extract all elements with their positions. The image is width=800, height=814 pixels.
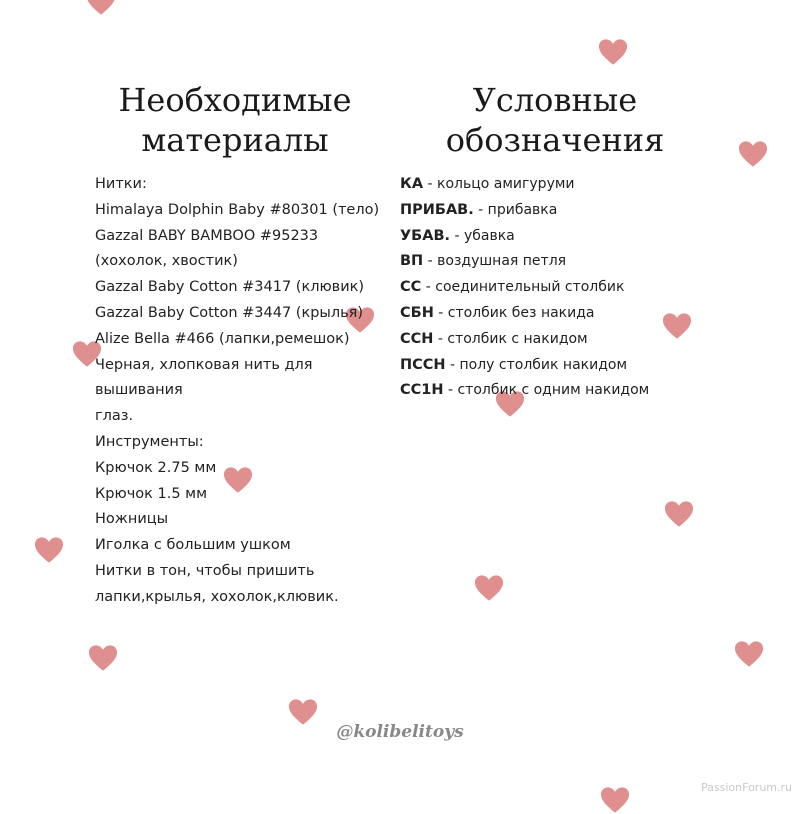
abbreviation-item [400,198,700,224]
heart-icon [664,500,694,528]
heart-icon [34,536,64,564]
legend-heading-line-1: Условные [472,81,638,119]
materials-heading-line-1: Необходимые [118,81,352,119]
abbreviation-item [400,378,700,404]
heart-icon [734,640,764,668]
heart-icon [88,644,118,672]
abbreviation-item [400,275,700,301]
material-line: Нитки: [95,176,147,192]
abbreviation-item [400,327,700,353]
abbreviation-code: СС [400,279,422,296]
abbreviation-meaning: - кольцо амигуруми [423,176,575,192]
watermark: @kolibelitoys [336,722,464,742]
materials-heading [100,80,370,160]
abbreviation-code: УБАВ. [400,227,451,244]
abbreviation-meaning: - соединительный столбик [421,279,625,296]
material-line: Нитки в тон, чтобы пришить [95,562,315,579]
heart-icon [474,574,504,602]
material-line: (хохолок, хвостик) [95,253,238,270]
material-line: глаз. [95,408,134,425]
abbreviation-item [400,224,700,250]
material-line: Gazzal BABY BAMBOO #95233 [95,227,319,244]
heart-icon [738,140,768,168]
material-line: Черная, хлопковая нить для вышивания [95,356,313,399]
abbreviation-code: ПРИБАВ. [400,201,474,218]
abbreviation-meaning: - убавка [450,227,515,244]
legend-heading-line-2: обозначения [445,121,665,159]
material-line: лапки,крылья, хохолок,клювик. [95,588,339,605]
heart-icon [598,38,628,66]
material-line: Крючок 1.5 мм [95,485,208,502]
abbreviation-item [400,301,700,327]
legend-heading [420,80,690,160]
abbreviation-code: СС1Н [400,382,444,399]
abbreviation-meaning: - прибавка [473,201,558,218]
abbreviation-code: ПССН [400,356,446,373]
abbreviation-meaning: - столбик с одним накидом [443,382,650,399]
abbreviation-code: ССН [400,330,434,347]
abbreviation-code: КА [400,176,424,192]
material-line: Gazzal Baby Cotton #3447 (крылья) [95,304,364,321]
materials-list [95,172,395,611]
material-line: Himalaya Dolphin Baby #80301 (тело) [95,201,380,218]
source-watermark: PassionForum.ru [701,781,792,794]
materials-heading-line-2: материалы [141,121,329,159]
abbreviation-code: СБН [400,304,434,321]
heart-icon [600,786,630,814]
material-line: Инструменты: [95,433,204,450]
material-line: Alize Bella #466 (лапки,ремешок) [95,330,350,347]
material-line: Крючок 2.75 мм [95,459,217,476]
abbreviation-meaning: - воздушная петля [423,253,567,270]
abbreviations-list [400,172,700,404]
material-line: Gazzal Baby Cotton #3417 (клювик) [95,279,365,296]
heart-icon [86,0,116,16]
abbreviation-item [400,172,700,198]
abbreviation-meaning: - столбик без накида [433,304,595,321]
material-line: Ножницы [95,511,169,528]
material-line: Иголка с большим ушком [95,537,291,554]
abbreviation-meaning: - полу столбик накидом [445,356,628,373]
abbreviation-item [400,353,700,379]
abbreviation-meaning: - столбик с накидом [433,330,588,347]
abbreviation-code: ВП [400,253,424,270]
abbreviation-item [400,249,700,275]
